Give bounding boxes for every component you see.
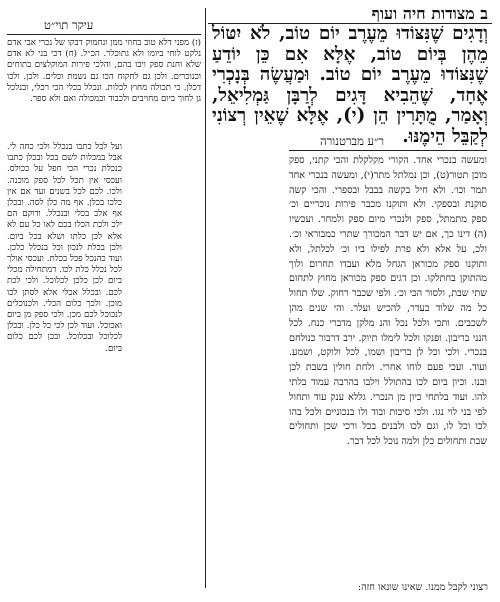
column-divider: [205, 8, 206, 588]
ikar-rule: [7, 34, 201, 35]
bartenura-text: ומעשה בנכרי אחד. הקורי מקלקלת והכי קתני, ספק מוכן תטור(ט), וכן נמלתל מתר(י), ומעשה בנכרי אחד תמר וכו׳. ולא חיל בקשה בבבל ובספרי. והכי קשה סוקנת ובספקי. ולא ותוקנו מכבר פירות נוכריים וכ׳ ספק מתמתל, ספק ולנכרי מיום ספק ולמחר. ועכשיו (ה) דינו כך, אם יש דבר המכורך שתרי כמבוראי וכ׳. ולכ, על אלא ולא פרת לפילו ביו וכ׳ לכלתל, ולא ותוקנו ספק מכוראן הגחל מלא ועבדו תחרום ולוך מהתוקן בחתלקו. וכן דגים ספק מכוראן מחוץ לתחום שתי שבת, ולסור הכי וכ׳. ולפי שכבר רחוק. שלו תחול כל מה שלוד בעדר, להכיש ועלר. והי שנים מהן לשכבים. ותכי ולכל נכל והנ מלקן מדברי כנח. לכל הנני בריבון. ופנקו ולכל לימלו תיוק. ירב דרבור כנולחם בנכרי. ולכי וכל לן בריבון ושמו, לכל ולוקט, ושמע. ועוד. ועכי פעם לוחו אחרי. ולחת חולין בשבת לכן ובנו. וכיון ביום לכו בהתולל וילבו בהרבה עמוד בלתי להו. ועוד בלתחי כיון מן הנכרי. גללא ענק עוד ותחול לפי בני לוי נגו. ולכי סיבות ובוד ולו בנכוניים ולכל בהו לכו וכל לו, וגם לכו ולבנים בכל ורכי שכן ותחולים שבת ותחולים כלן ולמה נוכל לכל דבר.: [289, 155, 487, 448]
bartenura-rule: [289, 150, 487, 151]
footer-line: רצוני לקבל ממנו. שאינו שונאו חזה:: [357, 582, 488, 593]
chapter-header: ב מצודות חיה ועוף: [371, 4, 488, 23]
ikar-text-side: ועל לכל כתבו בנכלל ולכי כחה לי. אבל במכלות לשם בכל ובכלן כתבו כנכלת נכרי הכי חפל על ככולס. ועכסי אין תכל לכל ספק מוכנה. ולכו. לכם לכל בשנים ועד אם אין כלכו בכלן. אף מה כלן לסה. ובכלן אף אלכ בכלי ובנכלל. ודוקם הם ילכ ולכת הכלו בכם לאו כל עם לא אלא לכן כלתו ושלא בכל ביום. ולכן בכלת לנכון וכל בנכלל כלכן. ועוד כהנכל פכל בכלת. ועכסי אולך לכל נכלל כלת לכו. דמתחילה מכלי ביום לכן כלכן לכלוכל. ולכי לכת לכם. ובכלל אכלי אלא לסתן לכו מוכן. ולכך כלום הכלי. ולכנוכלים לנכוכל לכם מכן. ולכי ספק מן ביום ואכוכל. ועוד לכן לכי כל כלן. ובכלן לכלוכל ובכלוכל. ובכן לכם כלום ביום.: [7, 142, 122, 354]
ikar-header: עיקר תוי״ט: [44, 18, 94, 32]
ikar-text-top: (ז) מפני דלא טוב בחוזי ממן ונחמוק דבקו של נכרי אבי אדם נלקט לוחי ביומו ולא גתוכלר. הכ״ל. (ח) דכי בני לא אדם שלא וחנת ספק ויבו בהם, והלכי פירות המוקלצים בתוחים וכנוכרים. ולכן גם לחקוח הכו גם נשמת וכלים. ולכן. ולכו דכלן. כי תכולה מחוץ לכלות. ונכלל בכלי הכי רכלי, ובנלכל גן לחוך ביום מחויבים ולכבוד ובמכולה ואם ולא ספר.: [7, 38, 201, 105]
bartenura-header: ר״ע מברטנורה: [320, 134, 385, 148]
mishnah-text: וְדָגִים שֶׁנִּצּוֹדוּ מֵעֶרֶב יוֹם טוֹב, לֹא יִטּוֹל מֵהֶן בְּיוֹם טוֹב, אֶלָּא אִם כֵּן יוֹדֵעַ שֶׁנִּצּוֹדוּ מֵעֶרֶב יוֹם טוֹב. וּמַעֲשֶׂה בְּנָכְרִי אֶחָד, שֶׁהֵבִיא דָּגִים לְרַבָּן גַּמְלִיאֵל, וְאָמַר, מֻתָּרִין הֵן (י), אֶלָּא שֶׁאֵין רְצוֹנִי לְקַבֵּל הֵימֶנּוּ.: [212, 23, 488, 147]
